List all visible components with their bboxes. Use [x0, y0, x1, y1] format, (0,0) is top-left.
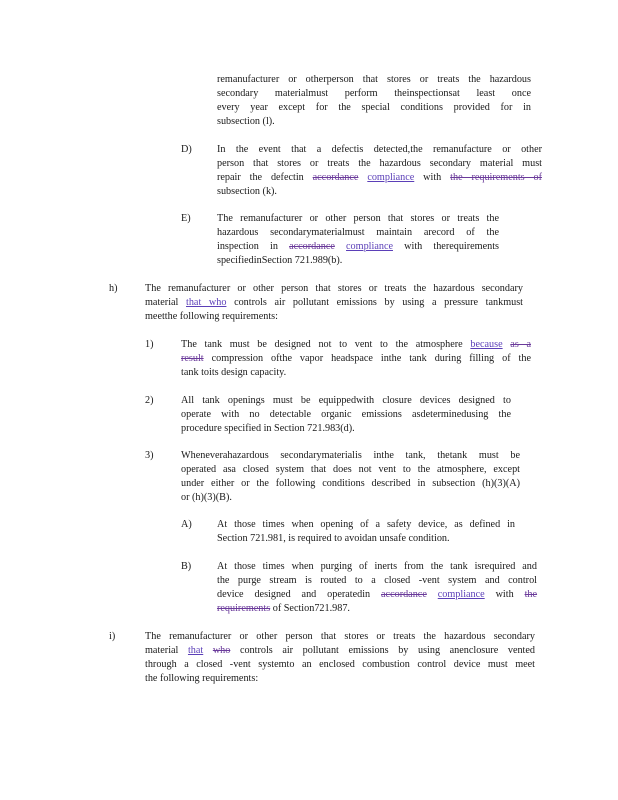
text-line: person that stores or treats the hazardous secondary material must [217, 158, 542, 169]
text-line: hazardous secondarymaterialmust maintain arecord of the [217, 227, 499, 238]
text-line: operate with no detectable organic emissions asdeterminedusing the [181, 409, 511, 420]
text-segment: controls air pollutant emissions by using anenclosure vented [239, 645, 536, 656]
text-line: At those times when opening of a safety device, as defined in [217, 519, 515, 530]
paragraph-h2 [181, 394, 511, 436]
paragraph-h1 [181, 338, 531, 380]
text-line-with-revisions [217, 588, 537, 602]
deleted-text: accordance [381, 589, 427, 600]
text-segment: material [145, 645, 179, 656]
text-segment: compression ofthe vapor headspace inthe tank during filling of the [211, 353, 531, 364]
text-line: the following requirements: [145, 673, 259, 684]
deleted-text: the requirements of [450, 172, 542, 183]
text-segment: controls air pollutant emissions by using a pressure tankmust [234, 297, 524, 308]
text-line: subsection (k). [217, 186, 277, 197]
text-segment: device designed and operatedin [217, 589, 371, 600]
item-label-h1: 1) [145, 339, 154, 350]
paragraph-h [145, 282, 523, 324]
text-line: subsection (l). [217, 116, 275, 127]
deleted-text: accordance [289, 241, 335, 252]
text-line: the purge stream is routed to a closed -vent system and control [217, 575, 537, 586]
paragraph-D [217, 143, 542, 199]
text-segment: inspection in [217, 241, 278, 252]
text-segment: The tank must be designed not to vent to the atmosphere [181, 339, 463, 350]
text-line: The remanufacturer or other person that stores or treats the [217, 213, 499, 224]
deleted-text: who [212, 645, 231, 656]
inserted-text: because [470, 339, 503, 350]
text-line-with-revisions [145, 644, 535, 658]
inserted-text: compliance [367, 172, 415, 183]
deleted-text: requirements [217, 603, 271, 614]
text-segment: with therequirements [404, 241, 499, 252]
text-line: under either or the following conditions described in subsection (h)(3)(A) [181, 478, 520, 489]
deleted-text: result [181, 353, 204, 364]
text-line: procedure specified in Section 721.983(d). [181, 423, 355, 434]
item-label-h: h) [109, 283, 118, 294]
text-segment: material [145, 297, 179, 308]
text-segment: with [423, 172, 442, 183]
paragraph-E [217, 212, 499, 268]
paragraph-h3A [217, 518, 515, 546]
text-line-with-revisions [217, 240, 499, 254]
text-segment: repair the defectin [217, 172, 304, 183]
text-line: At those times when purging of inerts from the tank isrequired and [217, 561, 537, 572]
text-line: In the event that a defectis detected,the remanufacture or other [217, 144, 542, 155]
text-line: The remanufacturer or other person that stores or treats the hazardous secondary [145, 283, 523, 294]
text-line: or (h)(3)(B). [181, 492, 232, 503]
text-line: Section 721.981, is required to avoidan unsafe condition. [217, 533, 450, 544]
item-label-h3A: A) [181, 519, 192, 530]
text-line-with-revisions [181, 338, 531, 352]
text-line-with-revisions [145, 296, 523, 310]
text-line: secondary materialmust perform theinspectionsat least once [217, 88, 531, 99]
text-segment: with [495, 589, 514, 600]
item-label-E: E) [181, 213, 191, 224]
item-label-i: i) [109, 631, 116, 642]
paragraph-i [145, 630, 535, 686]
text-line: specifiedinSection 721.989(b). [217, 255, 343, 266]
item-label-h3: 3) [145, 450, 154, 461]
text-line: operated asa closed system that does not vent to the atmosphere, except [181, 464, 520, 475]
text-line: The remanufacturer or other person that stores or treats the hazardous secondary [145, 631, 535, 642]
inserted-text: compliance [346, 241, 393, 252]
deleted-text: accordance [312, 172, 359, 183]
deleted-text: as a [510, 339, 531, 350]
item-label-h3B: B) [181, 561, 192, 572]
text-line: All tank openings must be equippedwith closure devices designed to [181, 395, 511, 406]
text-line: through a closed -vent systemto an enclosed combustion control device must meet [145, 659, 535, 670]
paragraph-h3 [181, 449, 520, 505]
inserted-text: compliance [437, 589, 485, 600]
text-line-with-revisions [217, 171, 542, 185]
text-line: Wheneverahazardous secondarymaterialis inthe tank, thetank must be [181, 450, 520, 461]
text-line-with-revisions [181, 352, 531, 366]
continuation-paragraph [217, 73, 531, 129]
text-segment: of Section721.987. [272, 603, 350, 614]
item-label-D: D) [181, 144, 192, 155]
inserted-text: that who [186, 297, 227, 308]
text-line: tank toits design capacity. [181, 367, 287, 378]
inserted-text: that [187, 645, 204, 656]
deleted-text: the [524, 589, 538, 600]
text-line: every year except for the special conditions provided for in [217, 102, 531, 113]
item-label-h2: 2) [145, 395, 154, 406]
text-line: meetthe following requirements: [145, 311, 278, 322]
paragraph-h3B [217, 560, 537, 616]
text-line: remanufacturer or otherperson that stores or treats the hazardous [217, 74, 531, 85]
text-line-with-revisions [217, 602, 537, 616]
